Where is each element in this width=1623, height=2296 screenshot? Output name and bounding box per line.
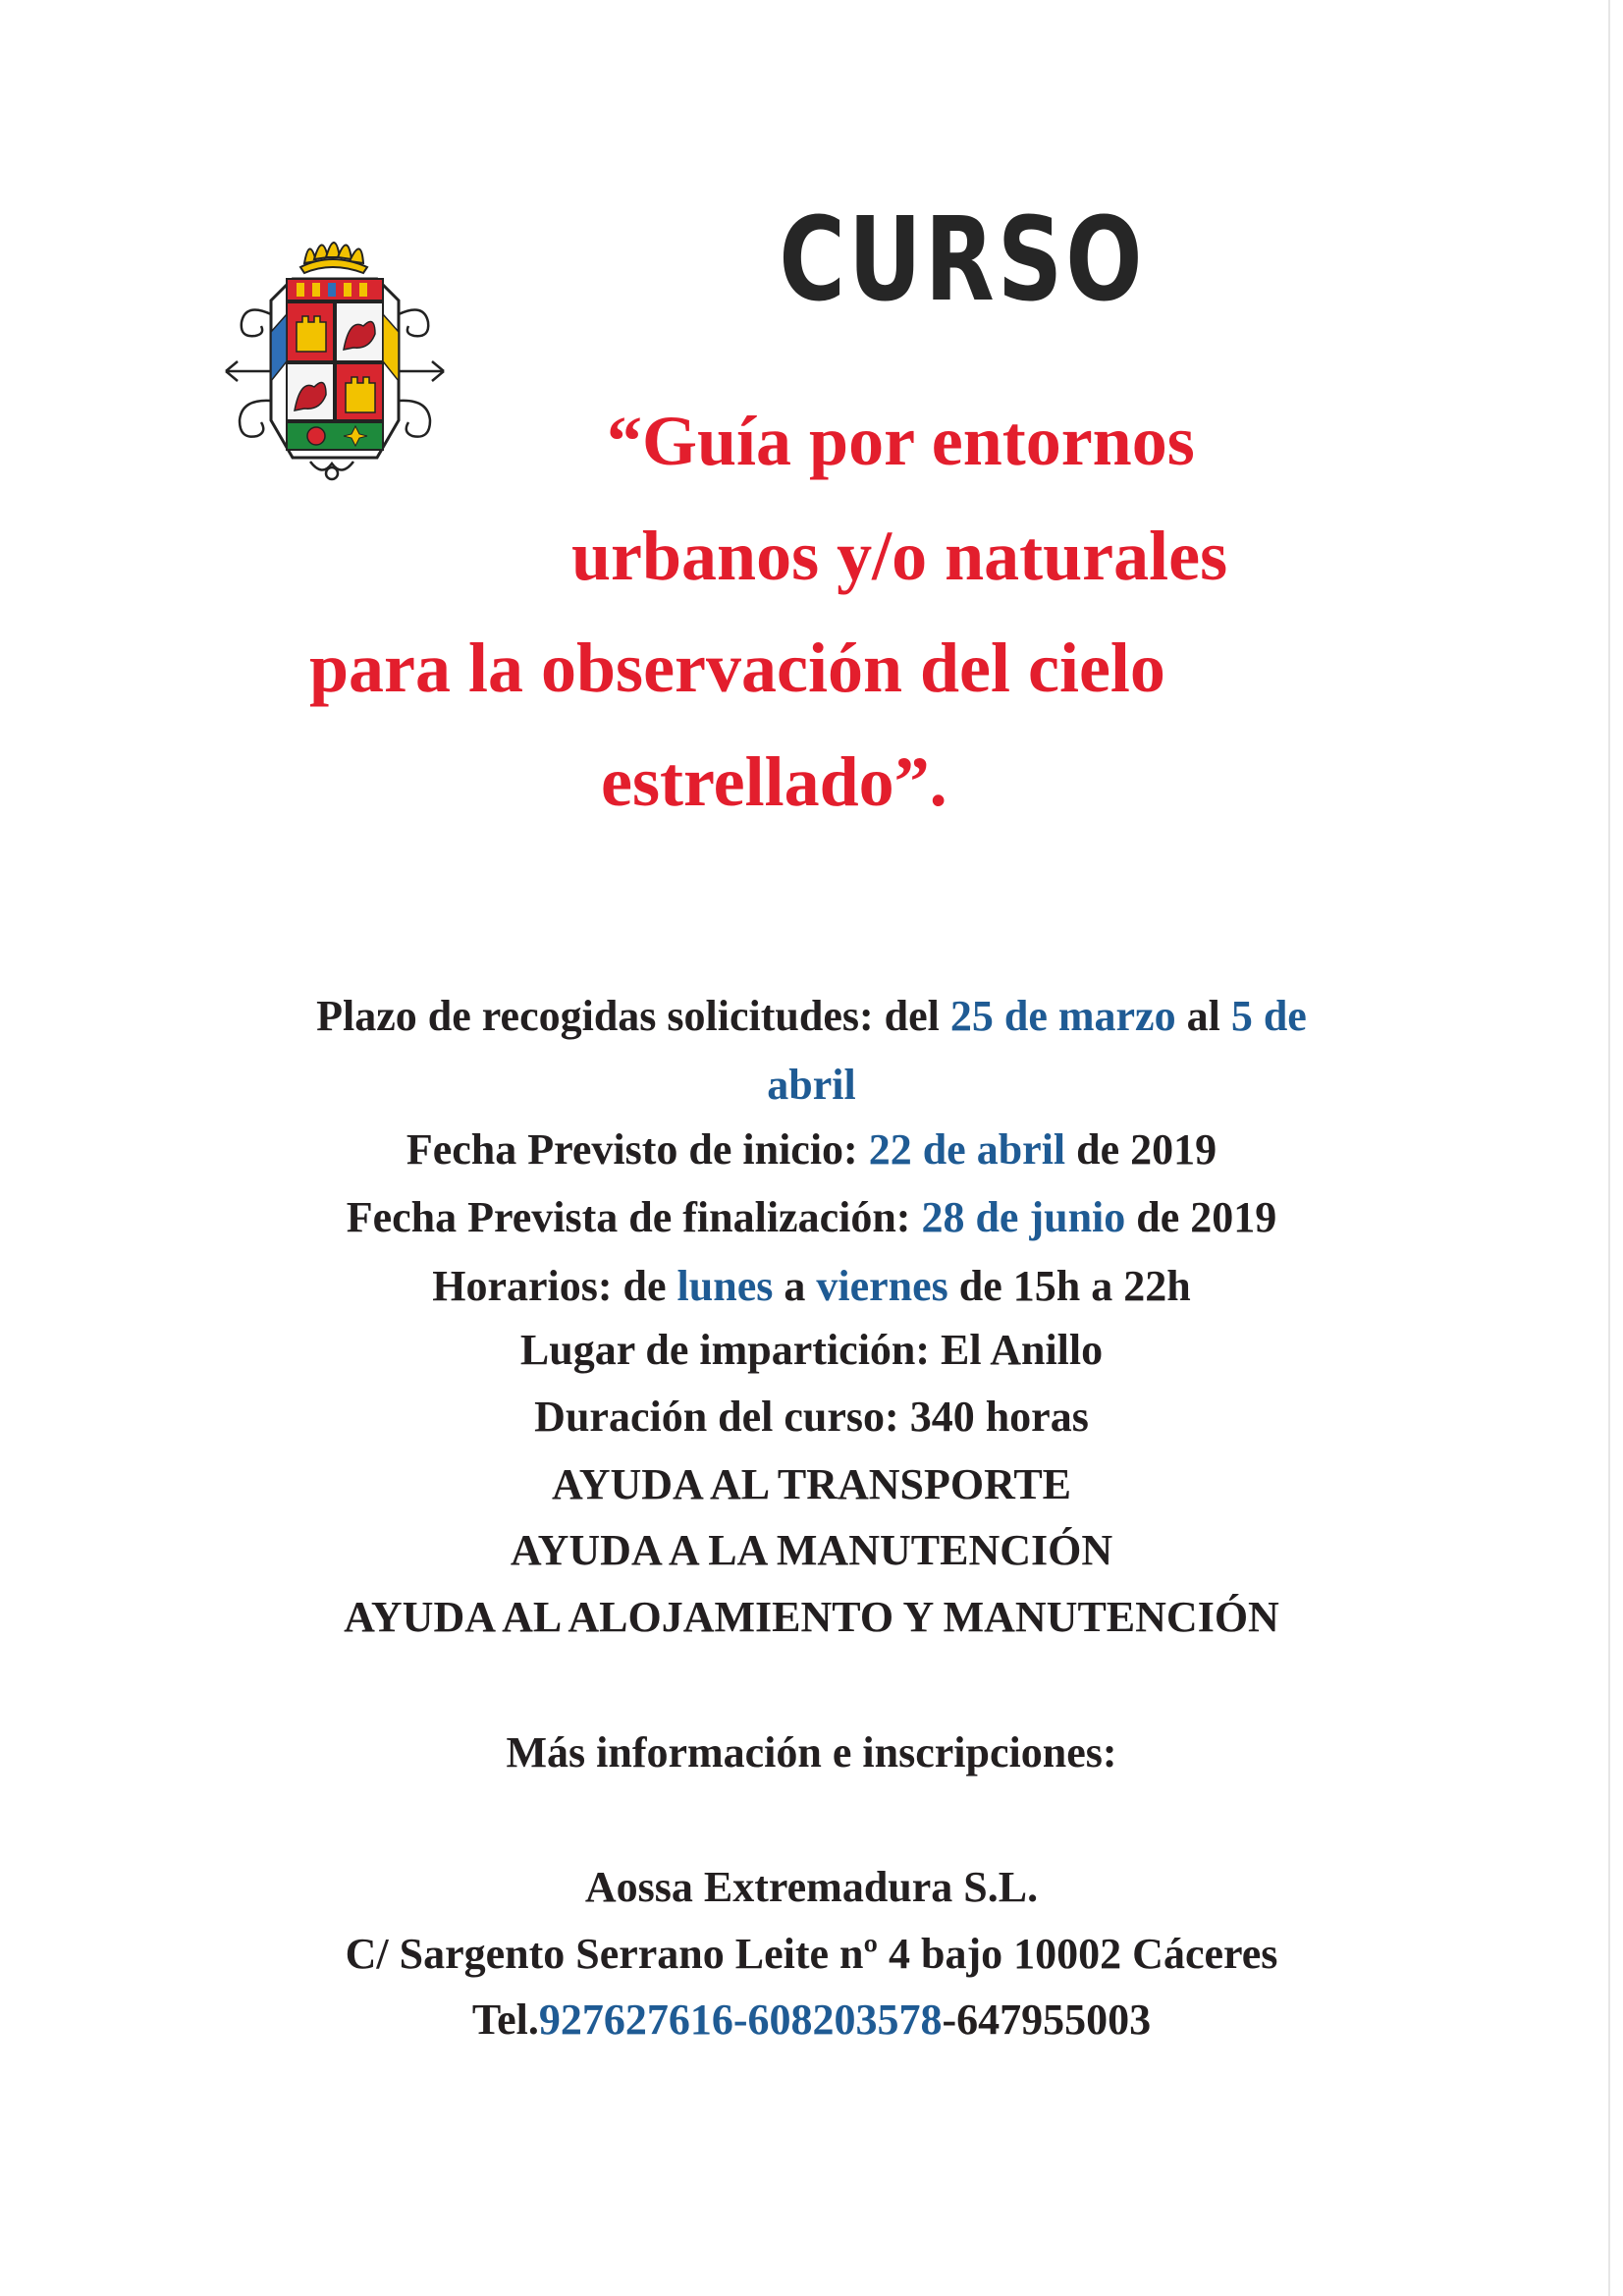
aid-meals: AYUDA A LA MANUTENCIÓN (510, 1526, 1113, 1574)
deadline-to-continuation: abril (767, 1061, 856, 1109)
aid-lodging-meals: AYUDA AL ALOJAMIENTO Y MANUTENCIÓN (344, 1593, 1279, 1641)
course-title: CURSO (779, 191, 1146, 327)
course-name-line-1: “Guía por entornos (607, 402, 1195, 480)
end-date (0, 1193, 1623, 1241)
end-label: Fecha Prevista de finalización: (346, 1193, 911, 1241)
deadline-from: 25 de marzo (949, 992, 1176, 1040)
phone-last: -647955003 (942, 1995, 1152, 2044)
start-date-value: 22 de abril (868, 1125, 1066, 1174)
course-name-line-3: para la observación del cielo (309, 629, 1165, 707)
start-date (0, 1125, 1623, 1174)
phone-numbers: 927627616-608203578 (538, 1995, 943, 2044)
schedule-hours: de 15h a 22h (958, 1262, 1191, 1310)
schedule-connector: a (784, 1262, 806, 1310)
deadline-label: Plazo de recogidas solicitudes: del (316, 992, 940, 1040)
phone-label: Tel. (471, 1995, 539, 2044)
schedule-day-to: viernes (816, 1262, 948, 1310)
deadline-to: 5 de (1230, 992, 1307, 1040)
company-address: C/ Sargento Serrano Leite nº 4 bajo 10002 Cáceres (345, 1930, 1278, 1978)
company-name: Aossa Extremadura S.L. (584, 1863, 1039, 1911)
start-year: de 2019 (1076, 1125, 1217, 1174)
deadline-connector: al (1186, 992, 1220, 1040)
course-name-line-2: urbanos y/o naturales (571, 517, 1228, 595)
course-name-line-4: estrellado”. (601, 742, 947, 821)
start-label: Fecha Previsto de inicio: (406, 1125, 858, 1174)
end-year: de 2019 (1136, 1193, 1277, 1241)
location: Lugar de impartición: El Anillo (519, 1326, 1104, 1374)
schedule (0, 1262, 1623, 1310)
schedule-day-from: lunes (676, 1262, 774, 1310)
end-date-value: 28 de junio (921, 1193, 1126, 1241)
duration: Duración del curso: 340 horas (534, 1393, 1089, 1441)
coat-of-arms-icon (206, 224, 463, 489)
company-phone (0, 1995, 1623, 2044)
crown-fan (300, 243, 367, 273)
application-deadline (0, 992, 1623, 1040)
schedule-label: Horarios: de (432, 1262, 667, 1310)
more-info-heading: Más información e inscripciones: (506, 1728, 1117, 1777)
aid-transport: AYUDA AL TRANSPORTE (551, 1460, 1072, 1508)
